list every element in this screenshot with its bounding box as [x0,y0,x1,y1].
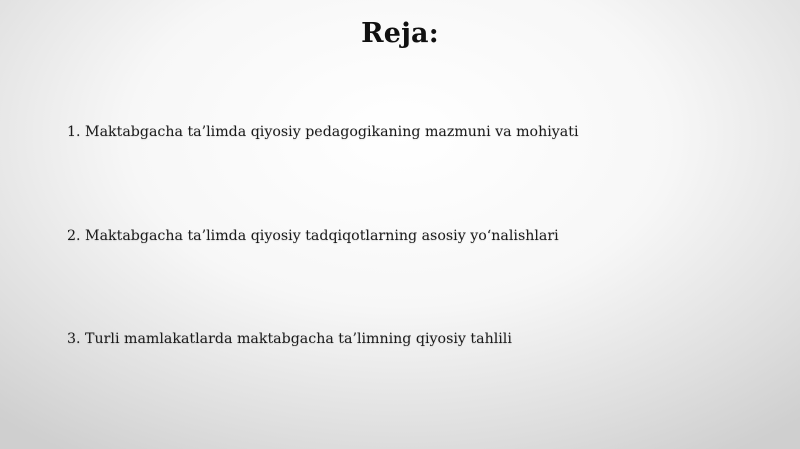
plan-item-3: 3. Turli mamlakatlarda maktabgacha ta’limning qiyosiy tahlili [67,331,512,347]
slide-title: Reja: [361,18,439,49]
plan-item-1: 1. Maktabgacha ta’limda qiyosiy pedagogikaning mazmuni va mohiyati [67,124,579,140]
plan-item-2: 2. Maktabgacha ta’limda qiyosiy tadqiqotlarning asosiy yo‘nalishlari [67,228,559,244]
